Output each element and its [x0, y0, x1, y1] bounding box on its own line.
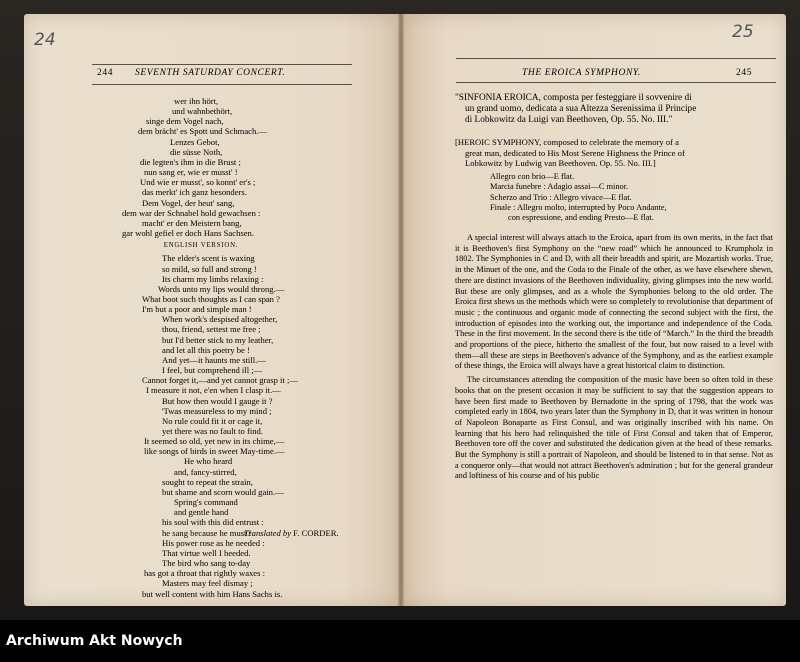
heroic-line: great man, dedicated to His Most Serene Highness the Prince of: [465, 147, 685, 158]
verse-line: he sang because he must !: [162, 527, 252, 538]
verse-line: and gentle hand: [174, 507, 229, 518]
movement-line: con espressione, and ending Presto—E flat.: [508, 213, 654, 223]
verse-line: macht' er den Meistern bang,: [142, 217, 242, 228]
movement-line: Finale : Allegro molto, interrupted by Poco Andante,: [490, 202, 667, 212]
archive-label: Archiwum Akt Nowych: [6, 633, 183, 649]
left-running-title: SEVENTH SATURDAY CONCERT.: [135, 68, 286, 78]
verse-line: thou, friend, settest me free ;: [162, 324, 261, 335]
sinfonia-line: "SINFONIA EROICA, composta per festeggiare il sovvenire di: [455, 93, 692, 103]
right-running-head: [522, 68, 641, 78]
sinfonia-line: un grand uomo, dedicata a sua Altezza Serenissima il Principe: [465, 104, 697, 114]
english-version-title: ENGLISH VERSION.: [163, 242, 239, 250]
left-running-head: [97, 68, 285, 78]
heroic-line: [HEROIC SYMPHONY, composed to celebrate the memory of a: [455, 137, 679, 147]
verse-line: die legten's ihm in die Brust ;: [140, 156, 241, 167]
verse-line: Lenzes Gebot,: [170, 136, 220, 147]
essay-paragraph: The circumstances attending the composition of the music have been so often told in these books that on the present occasion it may be sufficient to say that the suggestion appears to have been first made to Beethoven by Bernadotte in the spring of 1798, that the work was completed early in 1804, two years later than the Symphony in D, that it was written in honour of Napoleon Bonaparte as First Consul, and was originally inscribed with his name. On learning that his hero had relinquished the title of First Consul and taken that of Emperor, Beethoven tore off the cover and substituted the dedication given at the head of these remarks. But the Symphony is still a portrait of Napoleon, and should be listened to in that sense. Not as a conqueror only—that would not attract Beethoven's admiration ; but for the general grandeur and loftiness of his course and of his public: [455, 375, 773, 481]
pencil-mark-left: 24: [34, 30, 56, 50]
verse-line: yet there was no fault to find.: [162, 426, 263, 436]
sinfonia-line: di Lobkowitz da Luigi van Beethoven, Op. 55. No. III.": [465, 115, 673, 125]
verse-line: 'Twas measureless to my mind ;: [162, 405, 272, 416]
verse-line: And yet—it haunts me still.—: [162, 354, 266, 365]
verse-line: but well content with him Hans Sachs is.: [142, 588, 283, 599]
sinfonia-title-block: [455, 93, 773, 126]
verse-line: It seemed so old, yet new in its chime,—: [144, 436, 285, 447]
verse-line: but I'd better stick to my leather,: [162, 334, 274, 345]
verse-line: Und wie er musst', so konnt' er's ;: [140, 177, 256, 188]
right-head-rule: [456, 82, 776, 83]
verse-line: gar wohl gefiel er doch Hans Sachsen.: [122, 228, 254, 239]
verse-line: Its charm my limbs relaxing :: [162, 273, 264, 284]
verse-line: Words unto my lips would throng.—: [158, 283, 285, 294]
verse-line: The elder's scent is waxing: [162, 253, 255, 264]
verse-line: I'm but a poor and simple man !: [142, 304, 252, 315]
verse-line: das merkt' ich ganz besonders.: [142, 187, 247, 198]
verse-line: dem brächt' es Spott und Schmach.—: [138, 126, 267, 137]
verse-line: Dem Vogel, der heut' sang,: [142, 197, 235, 208]
verse-line: When work's despised altogether,: [162, 314, 278, 325]
verse-line: No rule could fit it or cage it,: [162, 415, 263, 426]
left-head-rule: [92, 84, 352, 85]
essay-body: [455, 233, 773, 485]
right-page-number-wrap: [736, 68, 752, 78]
verse-line: Cannot forget it,—and yet cannot grasp it ;—: [142, 375, 298, 386]
verse-line: What boot such thoughts as I can span ?: [142, 293, 280, 304]
verse-line: and let all this poetry be !: [162, 344, 250, 355]
right-running-title: THE EROICA SYMPHONY.: [522, 68, 641, 78]
movements-list: [490, 172, 770, 223]
right-top-rule: [456, 58, 776, 59]
verse-line: so mild, so full and strong !: [162, 263, 257, 274]
verse-line: But how then would I gauge it ?: [162, 395, 273, 406]
verse-line: wer ihn hört,: [174, 96, 219, 106]
verse-line: has got a throat that rightly waxes :: [144, 568, 266, 579]
verse-line: dem war der Schnabel hold gewachsen :: [122, 207, 261, 218]
verse-line: I measure it not, e'en when I clasp it.—: [146, 385, 281, 396]
verse-line: His power rose as he needed :: [162, 537, 265, 548]
movement-line: Allegro con brio—E flat.: [490, 172, 575, 181]
archive-footer: [0, 620, 800, 662]
translator-name: F. CORDER.: [291, 528, 339, 538]
verse-line: and, fancy-stirred,: [174, 466, 237, 477]
verse-line: Masters may feel dismay ;: [162, 578, 253, 589]
verse-line: nun sang er, wie er musst' !: [144, 167, 238, 178]
left-top-rule: [92, 64, 352, 65]
poem-block: [96, 96, 366, 599]
left-page-number: 244: [97, 68, 114, 78]
verse-line: singe dem Vogel nach,: [146, 116, 224, 127]
essay-paragraph: A special interest will always attach to the Eroica, apart from its own merits, in the fact that it is Beethoven's first Symphony on the “new road” which he announced to Krumpholz in 1802. The Symphonies in C and D, with all their breadth and spirit, are Mozartish works. True, in the Minuet of the one, and the Coda to the Finale of the other, as we have elsewhere shewn, there are distinct invasions of the Beethoven individuality, giving glimpses into the new world. But these are only glimpses, and as a whole the Symphonies belong to the old order. The Eroica first shews us the methods which were so completely to revolutionise that department of music ; the continuous and organic mode of connecting the second subject with the first, the introduction of episodes into the working out, the importance and independence of the Coda. These in the first movement. In the second there is the title of “March.” In the third the breadth and proportions of the piece, hitherto the smallest of the four, but now raised to a level with them—all these are steps in Beethoven's advance of the Symphony, and as the earliest example of these things, the Eroica will always have a great historical claim to distinction.: [455, 233, 773, 371]
verse-line: und wahnbethört,: [172, 106, 233, 117]
verse-line: but shame and scorn would gain.—: [162, 486, 284, 497]
movement-line: Scherzo and Trio : Allegro vivace—E flat.: [490, 192, 632, 202]
movement-line: Marcia funebre : Adagio assai—C minor.: [490, 182, 629, 192]
verse-line: Spring's command: [174, 497, 238, 508]
right-page-number: 245: [736, 68, 753, 78]
verse-line: He who heard: [184, 456, 233, 467]
verse-line: his soul with this did entrust :: [162, 517, 264, 528]
verse-line: The bird who sang to-day: [162, 558, 251, 569]
heroic-line: Lobkowitz by Ludwig van Beethoven. Op. 55. No. III.]: [465, 158, 656, 168]
verse-line: That virtue well I heeded.: [162, 547, 251, 558]
pencil-mark-right: 25: [732, 22, 754, 42]
book-gutter: [398, 14, 404, 606]
translated-by-label: Translated by: [244, 528, 292, 538]
english-verse: [96, 253, 366, 598]
verse-line: like songs of birds in sweet May-time.—: [144, 446, 285, 457]
verse-line: sought to repeat the strain,: [162, 476, 253, 487]
german-verse: [96, 96, 366, 238]
heroic-title-block: [455, 137, 773, 169]
verse-line: I feel, but comprehend ill ;—: [162, 365, 263, 376]
verse-line: die süsse Noth,: [170, 146, 223, 157]
translator-credit: [244, 528, 339, 538]
